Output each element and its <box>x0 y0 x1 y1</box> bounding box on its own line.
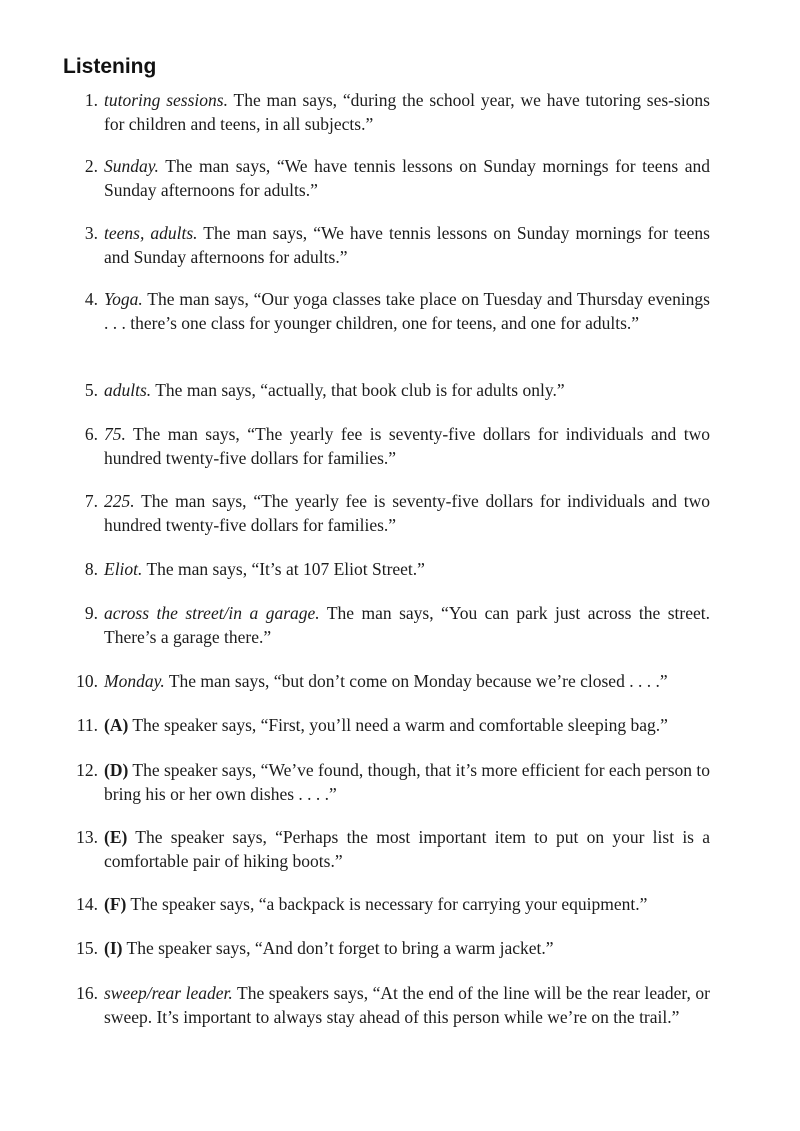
item-number: 9. <box>84 603 98 623</box>
answer-item-6 <box>70 423 710 470</box>
answer-explanation: The man says, “Our yoga classes take place on Tuesday and Thursday evenings . . . there’s one class for younger children, one for teens, and one for adults.” <box>104 289 710 333</box>
answer-key: Eliot. <box>104 559 143 579</box>
answer-item-10 <box>70 670 710 694</box>
answer-key: (D) <box>104 760 129 780</box>
item-number: 14. <box>76 894 98 914</box>
answer-item-7 <box>70 490 710 537</box>
item-number: 12. <box>76 760 98 780</box>
answer-key: (F) <box>104 894 127 914</box>
answer-key: Sunday. <box>104 156 159 176</box>
answer-key: (E) <box>104 827 128 847</box>
answer-explanation: The man says, “actually, that book club is for adults only.” <box>155 380 565 400</box>
answer-item-14 <box>70 893 710 917</box>
answer-key: teens, adults. <box>104 223 198 243</box>
answer-explanation: The speaker says, “a backpack is necessary for carrying your equipment.” <box>130 894 648 914</box>
answer-explanation: The speaker says, “We’ve found, though, that it’s more efficient for each person to bring his or her own dishes . . . .” <box>104 760 710 804</box>
answer-key: (I) <box>104 938 123 958</box>
item-number: 10. <box>76 671 98 691</box>
answer-item-1 <box>70 89 710 136</box>
answer-key: (A) <box>104 715 129 735</box>
answer-explanation: The speaker says, “First, you’ll need a warm and comfortable sleeping bag.” <box>132 715 668 735</box>
answer-key: 75. <box>104 424 126 444</box>
answer-item-4 <box>70 288 710 335</box>
answer-key: Yoga. <box>104 289 143 309</box>
answer-explanation: The man says, “It’s at 107 Eliot Street.” <box>146 559 425 579</box>
answer-item-8 <box>70 558 710 582</box>
item-number: 4. <box>84 289 98 309</box>
answer-item-2 <box>70 155 710 202</box>
answer-explanation: The man says, “during the school year, we have tutoring ses-sions for children and teens, in all subjects.” <box>104 90 710 134</box>
answer-item-13 <box>70 826 710 873</box>
item-number: 16. <box>76 983 98 1003</box>
section-heading: Listening <box>63 55 157 78</box>
answer-item-16 <box>70 982 710 1029</box>
answer-item-11 <box>70 714 710 738</box>
item-number: 11. <box>76 715 98 735</box>
item-number: 6. <box>84 424 98 444</box>
item-number: 8. <box>84 559 98 579</box>
answer-explanation: The man says, “The yearly fee is seventy-five dollars for individuals and two hundred twenty-five dollars for families.” <box>104 424 711 468</box>
item-number: 3. <box>84 223 98 243</box>
item-number: 15. <box>76 938 98 958</box>
answer-item-5 <box>70 379 710 403</box>
answer-key: adults. <box>104 380 152 400</box>
item-number: 7. <box>84 491 98 511</box>
item-number: 2. <box>84 156 98 176</box>
answer-explanation: The man says, “The yearly fee is seventy-five dollars for individuals and two hundred twenty-five dollars for families.” <box>104 491 711 535</box>
answer-item-12 <box>70 759 710 806</box>
answer-key: sweep/rear leader. <box>104 983 233 1003</box>
item-number: 5. <box>84 380 98 400</box>
answer-explanation: The man says, “We have tennis lessons on Sunday mornings for teens and Sunday afternoons for adults.” <box>104 223 710 267</box>
answer-key: 225. <box>104 491 135 511</box>
answer-explanation: The speaker says, “Perhaps the most important item to put on your list is a comfortable pair of hiking boots.” <box>104 827 711 871</box>
answer-item-3 <box>70 222 710 269</box>
answer-explanation: The speaker says, “And don’t forget to bring a warm jacket.” <box>126 938 554 958</box>
answer-explanation: The man says, “We have tennis lessons on Sunday mornings for teens and Sunday afternoons for adults.” <box>104 156 710 200</box>
item-number: 1. <box>84 90 98 110</box>
answer-explanation: The man says, “You can park just across the street. There’s a garage there.” <box>104 603 710 647</box>
item-number: 13. <box>76 827 98 847</box>
answer-item-9 <box>70 602 710 649</box>
answer-key: tutoring sessions. <box>104 90 228 110</box>
answer-explanation: The man says, “but don’t come on Monday because we’re closed . . . .” <box>168 671 668 691</box>
answer-key: Monday. <box>104 671 165 691</box>
answer-explanation: The speakers says, “At the end of the line will be the rear leader, or sweep. It’s important to always stay ahead of this person while we’re on the trail.” <box>104 983 711 1027</box>
answer-key: across the street/in a garage. <box>104 603 320 623</box>
answer-item-15 <box>70 937 710 961</box>
